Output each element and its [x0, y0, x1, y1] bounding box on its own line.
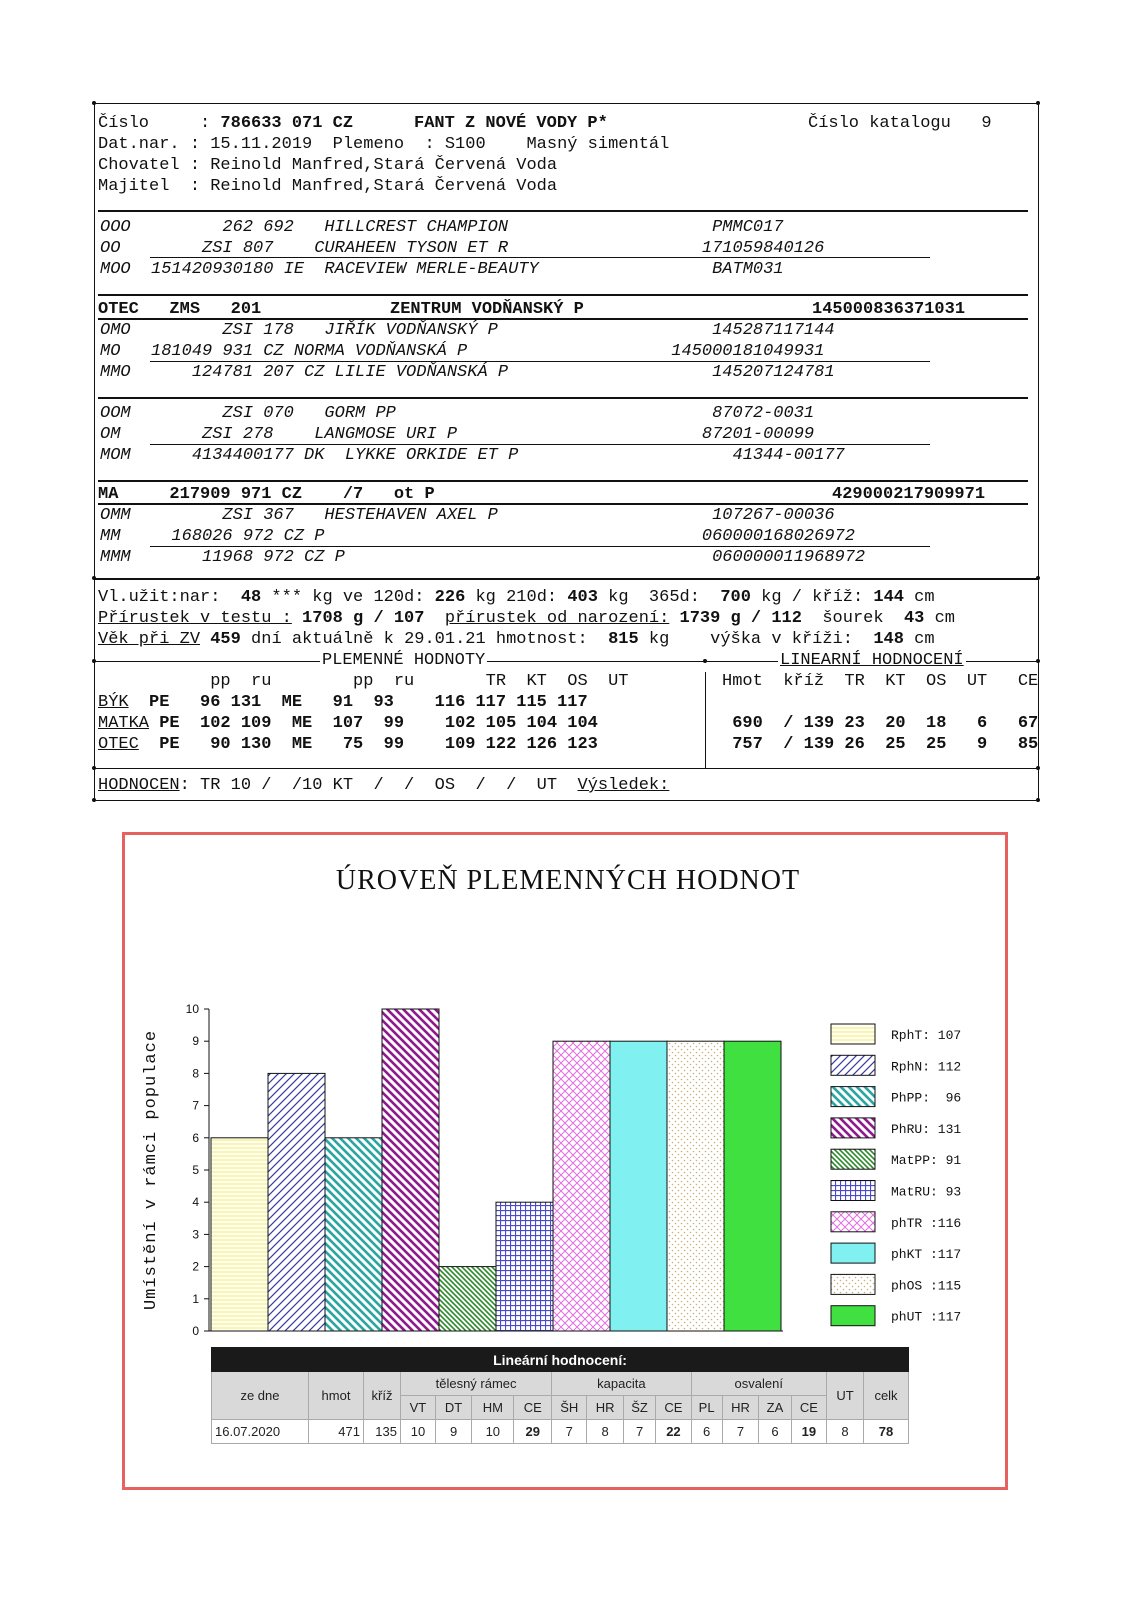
sub-pl: PL — [691, 1396, 722, 1420]
pedigree-mm: MM 168026 972 CZ P 060000168026972 — [100, 527, 855, 546]
cell-pl: 6 — [691, 1420, 722, 1444]
bar-9 — [667, 1041, 724, 1331]
corner-dot — [92, 798, 96, 802]
col-hmot: hmot — [309, 1372, 364, 1420]
breeding-chart-frame — [122, 832, 1008, 1490]
sub-hm: HM — [472, 1396, 514, 1420]
legend-label: PhRU: 131 — [891, 1121, 962, 1137]
cell-ut: 8 — [827, 1420, 864, 1444]
header-line-3: Chovatel : Reinold Manfred,Stará Červená Voda — [98, 156, 558, 175]
breeding-head: pp ru pp ru TR KT OS UT — [98, 672, 629, 691]
cell-hr1: 8 — [587, 1420, 624, 1444]
col-ze-dne: ze dne — [212, 1372, 309, 1420]
sub-sh: ŠH — [552, 1396, 587, 1420]
pedigree-moo: MOO 151420930180 IE RACEVIEW MERLE-BEAUTY BATM031 — [100, 260, 784, 279]
row-matka: MATKA PE 102 109 ME 107 99 102 105 104 104 — [98, 714, 598, 733]
pedigree-mmm: MMM 11968 972 CZ P 060000011968972 — [100, 548, 866, 567]
bar-8 — [610, 1041, 667, 1331]
divider — [98, 503, 1028, 505]
sub-vt: VT — [401, 1396, 436, 1420]
cell-celk: 78 — [864, 1420, 909, 1444]
cell-hm: 10 — [472, 1420, 514, 1444]
legend-swatch — [831, 1243, 875, 1263]
legend-swatch — [831, 1212, 875, 1232]
cell-sh: 7 — [552, 1420, 587, 1444]
header-line-4: Majitel : Reinold Manfred,Stará Červená Voda — [98, 177, 558, 196]
column-separator — [705, 672, 706, 768]
bar-3 — [325, 1138, 382, 1331]
cell-hr2: 7 — [722, 1420, 759, 1444]
pedigree-omo: OMO ZSI 178 JIŘÍK VODŇANSKÝ P 145287117144 — [100, 321, 835, 340]
row-otec-linear: 757 / 139 26 25 25 9 85 — [722, 735, 1039, 754]
cell-ce3: 19 — [791, 1420, 826, 1444]
bar-6 — [496, 1202, 553, 1331]
pedigree-mo: MO 181049 931 CZ NORMA VODŇANSKÁ P 145000181049931 — [100, 342, 825, 361]
bar-2 — [268, 1073, 325, 1331]
legend-label: MatRU: 93 — [891, 1184, 962, 1200]
y-tick-label: 3 — [192, 1227, 199, 1242]
divider — [94, 578, 1038, 580]
divider — [94, 768, 1038, 769]
linear-title: LINEARNÍ HODNOCENÍ — [780, 651, 964, 670]
corner-dot — [1036, 659, 1040, 663]
header-line-1: Číslo : 786633 071 CZ — [98, 114, 354, 133]
y-tick-label: 10 — [185, 1002, 199, 1016]
divider — [98, 210, 1028, 212]
group-osvaleni: osvalení — [691, 1372, 826, 1396]
legend-label: phKT :117 — [891, 1247, 962, 1263]
legend-label: phTR :116 — [891, 1215, 962, 1231]
sub-dt: DT — [435, 1396, 471, 1420]
pedigree-underline — [150, 546, 930, 547]
col-ut: UT — [827, 1372, 864, 1420]
breeding-values-title: PLEMENNÉ HODNOTY — [322, 651, 486, 670]
pedigree-om: OM ZSI 278 LANGMOSE URI P 87201-00099 — [100, 425, 815, 444]
y-tick-label: 4 — [192, 1195, 199, 1210]
divider — [98, 318, 1028, 320]
sire-line: OTEC ZMS 201 — [98, 300, 262, 319]
y-tick-label: 6 — [192, 1130, 199, 1145]
legend-swatch — [831, 1087, 875, 1107]
legend-swatch — [831, 1118, 875, 1138]
bottom-border — [94, 800, 1038, 801]
linear-evaluation-table — [211, 1347, 909, 1444]
cell-ce1: 29 — [514, 1420, 552, 1444]
bar-10 — [724, 1041, 781, 1331]
row-matka-linear: 690 / 139 23 20 18 6 67 — [722, 714, 1039, 733]
legend-label: PhPP: 96 — [891, 1090, 962, 1106]
legend-swatch — [831, 1055, 875, 1075]
performance-row-3: Věk při ZV 459 dní aktuálně k 29.01.21 hmotnost: 815 kg výška v kříži: 148 cm — [98, 630, 935, 649]
pedigree-underline — [150, 361, 930, 362]
bar-4 — [382, 1009, 439, 1331]
linear-head: Hmot kříž TR KT OS UT CE — [722, 672, 1039, 691]
corner-dot — [92, 576, 96, 580]
legend-swatch — [831, 1274, 875, 1294]
cell-dt: 9 — [435, 1420, 471, 1444]
sub-ce2: CE — [656, 1396, 691, 1420]
header-line-2: Dat.nar. : 15.11.2019 Plemeno : S100 Masný simentál — [98, 135, 670, 154]
legend-label: RphN: 112 — [891, 1059, 962, 1075]
pedigree-underline — [150, 444, 930, 445]
legend-label: MatPP: 91 — [891, 1153, 962, 1169]
y-tick-label: 0 — [192, 1324, 199, 1338]
legend-swatch — [831, 1306, 875, 1326]
pedigree-oom: OOM ZSI 070 GORM PP 87072-0031 — [100, 404, 815, 423]
pedigree-underline — [150, 257, 930, 258]
legend-swatch — [831, 1149, 875, 1169]
chart-title: ÚROVEŇ PLEMENNÝCH HODNOT — [335, 865, 801, 896]
bar-1 — [211, 1138, 268, 1331]
sub-sz: ŠZ — [623, 1396, 656, 1420]
cell-sz: 7 — [623, 1420, 656, 1444]
divider — [98, 480, 1028, 482]
y-tick-label: 8 — [192, 1066, 199, 1081]
sub-ce1: CE — [514, 1396, 552, 1420]
cell-za: 6 — [759, 1420, 792, 1444]
bar-7 — [553, 1041, 610, 1331]
sub-ce3: CE — [791, 1396, 826, 1420]
pedigree-omm: OMM ZSI 367 HESTEHAVEN AXEL P 107267-00036 — [100, 506, 835, 525]
performance-row-1: Vl.užit:nar: 48 *** kg ve 120d: 226 kg 210d: 403 kg 365d: 700 kg / kříž: 144 cm — [98, 588, 935, 607]
corner-dot — [1036, 798, 1040, 802]
top-border — [94, 103, 1038, 104]
corner-dot — [92, 659, 96, 663]
corner-dot — [703, 659, 707, 663]
cell-ce2: 22 — [656, 1420, 691, 1444]
group-kapacita: kapacita — [552, 1372, 691, 1396]
left-border — [94, 103, 95, 800]
divider — [98, 294, 1028, 296]
y-axis-label: Umístění v rámci populace — [142, 1029, 161, 1311]
corner-dot — [1036, 766, 1040, 770]
row-byk: BÝK PE 96 131 ME 91 93 116 117 115 117 — [98, 693, 588, 712]
pedigree-mom: MOM 4134400177 DK LYKKE ORKIDE ET P 41344-00177 — [100, 446, 845, 465]
bar-5 — [439, 1267, 496, 1331]
dam-reg: 429000217909971 — [832, 485, 986, 504]
dam-line: MA 217909 971 CZ /7 ot P — [98, 485, 435, 504]
corner-dot — [1036, 576, 1040, 580]
cell-kriz: 135 — [364, 1420, 401, 1444]
linear-table-title: Lineární hodnocení: — [212, 1348, 909, 1372]
y-tick-label: 2 — [192, 1259, 199, 1274]
legend-swatch — [831, 1024, 875, 1044]
performance-row-2: Přírustek v testu : 1708 g / 107 přírustek od narození: 1739 g / 112 šourek 43 cm — [98, 609, 955, 628]
y-tick-label: 5 — [192, 1163, 199, 1177]
cell-vt: 10 — [401, 1420, 436, 1444]
pedigree-ooo: OOO 262 692 HILLCREST CHAMPION PMMC017 — [100, 218, 784, 237]
corner-dot — [92, 766, 96, 770]
hodnoceni-row: HODNOCEN: TR 10 / /10 KT / / OS / / UT Výsledek: — [98, 776, 670, 795]
col-kriz: kříž — [364, 1372, 401, 1420]
pedigree-mmo: MMO 124781 207 CZ LILIE VODŇANSKÁ P 145207124781 — [100, 363, 835, 382]
legend-swatch — [831, 1181, 875, 1201]
sub-hr2: HR — [722, 1396, 759, 1420]
catalog-number: Číslo katalogu 9 — [808, 114, 992, 133]
cell-date: 16.07.2020 — [212, 1420, 309, 1444]
legend-label: phUT :117 — [891, 1309, 962, 1325]
animal-id: 786633 071 CZ — [220, 114, 354, 133]
sub-za: ZA — [759, 1396, 792, 1420]
col-celk: celk — [864, 1372, 909, 1420]
cell-hmot: 471 — [309, 1420, 364, 1444]
legend-label: RphT: 107 — [891, 1028, 962, 1043]
pedigree-oo: OO ZSI 807 CURAHEEN TYSON ET R 171059840126 — [100, 239, 825, 258]
animal-name: FANT Z NOVÉ VODY P* — [414, 114, 608, 133]
legend-label: phOS :115 — [891, 1278, 962, 1294]
y-tick-label: 1 — [192, 1291, 199, 1306]
bar-chart — [125, 835, 1005, 1365]
group-telesny-ramec: tělesný rámec — [401, 1372, 552, 1396]
sire-name: ZENTRUM VODŇANSKÝ P — [390, 300, 584, 319]
sire-reg: 145000836371031 — [812, 300, 966, 319]
sub-hr1: HR — [587, 1396, 624, 1420]
y-tick-label: 9 — [192, 1034, 199, 1049]
divider — [98, 397, 1028, 399]
right-border — [1038, 103, 1039, 800]
y-tick-label: 7 — [192, 1098, 199, 1113]
row-otec: OTEC PE 90 130 ME 75 99 109 122 126 123 — [98, 735, 598, 754]
